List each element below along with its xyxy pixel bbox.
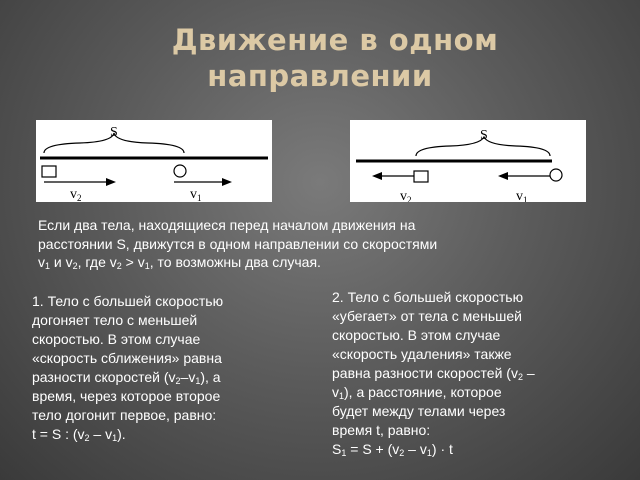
speed-arrow-v2-head [106,178,116,186]
case-2-line: «скорость удаления» также [332,346,512,362]
case-2-line: будет между телами через [332,403,506,419]
body-2-square [42,166,56,177]
case-1-formula: t = S : $(v_2 - v_1)$. [32,426,126,443]
case-1-line: разности скоростей $(v_2-v_1)$, а [32,369,221,386]
case-2-line: равна разности скоростей ($v_2$ – [332,365,535,382]
case-2-line: скоростью. В этом случае [332,327,501,343]
case-1-line: догоняет тело с меньшей [32,312,198,328]
case-2-line: время t, равно: [332,422,431,438]
distance-label: S [480,128,488,143]
slide-title-line-2: направлении [207,59,433,93]
body-1-circle [174,165,186,177]
intro-line: $v_1$ и $v_2$, где $v_2 > v_1$, то возможны два случая. [38,254,321,271]
speed-arrow-v1-head [498,172,508,180]
speed-label-v2: $v_2$ [70,187,82,202]
slide-title-line-1: Движение в одном [171,23,499,57]
case-1-line: тело догонит первое, равно: [32,407,217,423]
speed-label-v1: $v_1$ [516,189,528,202]
case-2-line: $v_1$), а расстояние, которое [332,384,502,401]
body-2-square [414,171,428,182]
intro-line: расстоянии S, движутся в одном направлении со скоростями [38,235,438,252]
case-2-line: 2. Тело с большей скоростью [332,289,524,305]
speed-arrow-v2-head [372,172,382,180]
case-1-line: скоростью. В этом случае [32,331,201,347]
case-1-line: время, через которое второе [32,388,221,404]
speed-label-v1: $v_1$ [190,187,202,202]
intro-line: Если два тела, находящиеся перед началом движения на [38,217,416,233]
case-1-paragraph [32,292,302,444]
distance-label: S [110,125,118,140]
intro-paragraph [38,216,598,272]
speed-arrow-v1-head [222,178,232,186]
figure-moving-apart [350,120,586,202]
case-2-line: «убегает» от тела с меньшей [332,308,522,324]
figure-moving-apart-drawing [350,120,586,202]
slide-title [0,22,640,94]
case-2-paragraph [332,288,622,459]
figure-catch-up [36,120,272,202]
case-2-formula: $S_1 = S + (v_2 - v_1) \cdot t$ [332,441,453,458]
case-1-line: «скорость сближения» равна [32,350,222,366]
figure-catch-up-drawing [36,120,272,202]
case-1-line: 1. Тело с большей скоростью [32,293,224,309]
speed-label-v2: $v_2$ [400,189,412,202]
body-1-circle [550,169,562,181]
